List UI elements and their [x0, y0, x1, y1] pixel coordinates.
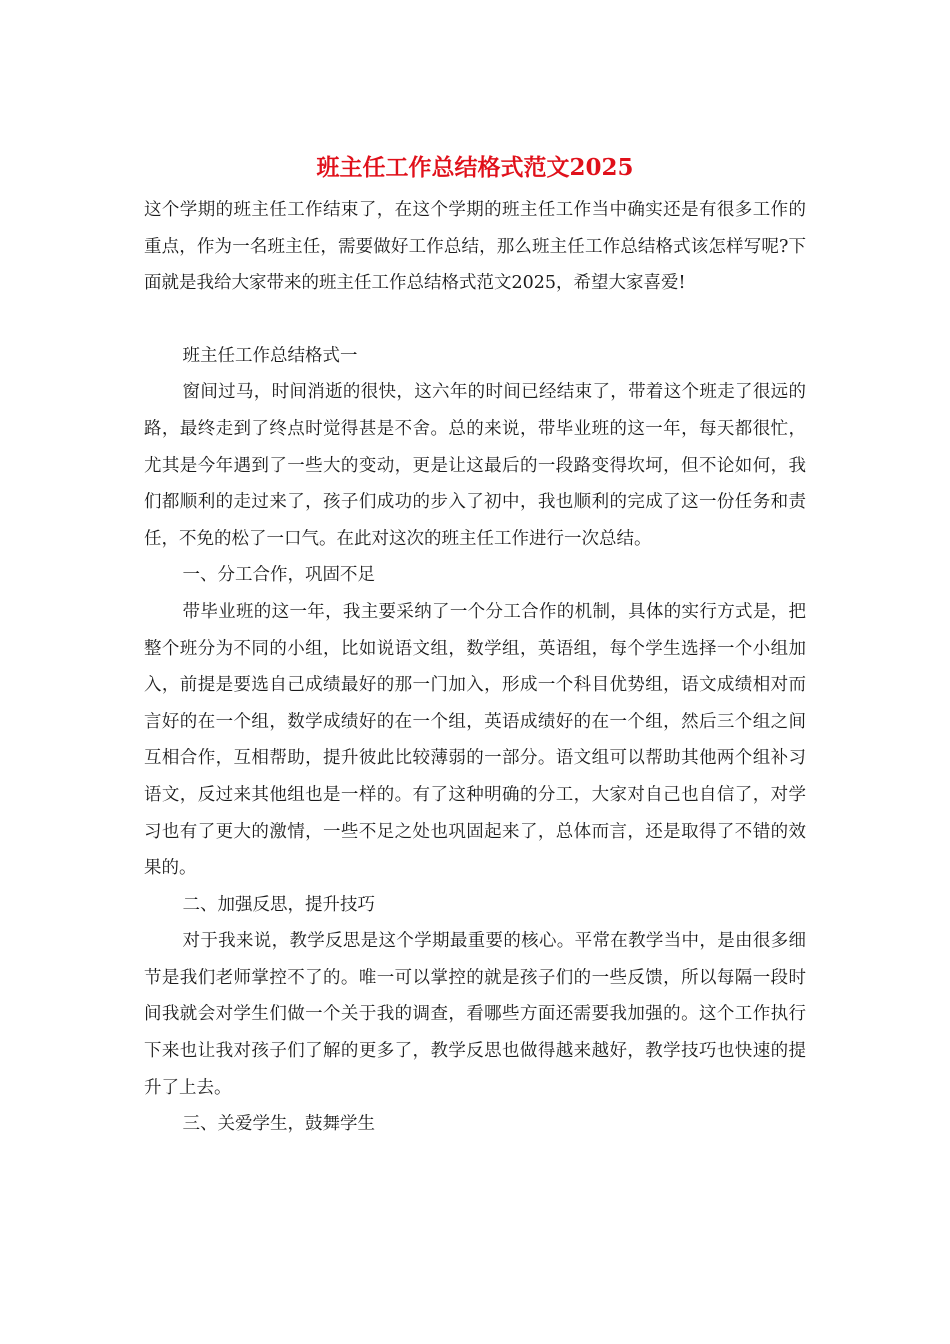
blank-line [144, 302, 806, 338]
heading-3: 三、关爱学生，鼓舞学生 [182, 1114, 375, 1135]
body-paragraph: 对于我来说，教学反思是这个学期最重要的核心。平常在教学当中，是由很多细节是我们老师掌控不了的。唯一可以掌控的就是孩子们的一些反馈，所以每隔一段时间我就会对学生们做一个关于我的调查，看哪些方面还需要我加强的。这个工作执行下来也让我对孩子们了解的更多了，教学反思也做得越来越好，教学技巧也快速的提升了上去。 [144, 931, 806, 1098]
document-body [144, 148, 806, 1143]
body-paragraph: 带毕业班的这一年，我主要采纳了一个分工合作的机制，具体的实行方式是，把整个班分为不同的小组，比如说语文组，数学组，英语组，每个学生选择一个小组加入，前提是要选自己成绩最好的那一门加入，形成一个科目优势组，语文成绩相对而言好的在一个组，数学成绩好的在一个组，英语成绩好的在一个组，然后三个组之间互相合作，互相帮助，提升彼此比较薄弱的一部分。语文组可以帮助其他两个组补习语文，反过来其他组也是一样的。有了这种明确的分工，大家对自己也自信了，对学习也有了更大的激情，一些不足之处也巩固起来了，总体而言，还是取得了不错的效果的。 [144, 601, 806, 879]
heading-2: 二、加强反思，提升技巧 [182, 894, 375, 915]
body-paragraph: 窗间过马，时间消逝的很快，这六年的时间已经结束了，带着这个班走了很远的路，最终走到了终点时觉得甚是不舍。总的来说，带毕业班的这一年，每天都很忙，尤其是今年遇到了一些大的变动，更是让这最后的一段路变得坎坷，但不论如何，我们都顺利的走过来了，孩子们成功的步入了初中，我也顺利的完成了这一份任务和责任，不免的松了一口气。在此对这次的班主任工作进行一次总结。 [144, 382, 806, 549]
section-title: 班主任工作总结格式一 [182, 345, 358, 366]
document-title: 班主任工作总结格式范文2025 [316, 154, 634, 181]
intro-paragraph: 这个学期的班主任工作结束了，在这个学期的班主任工作当中确实还是有很多工作的重点，作为一名班主任，需要做好工作总结，那么班主任工作总结格式该怎样写呢?下面就是我给大家带来的班主任工作总结格式范文2025，希望大家喜爱! [144, 200, 806, 294]
heading-1: 一、分工合作，巩固不足 [182, 565, 375, 586]
